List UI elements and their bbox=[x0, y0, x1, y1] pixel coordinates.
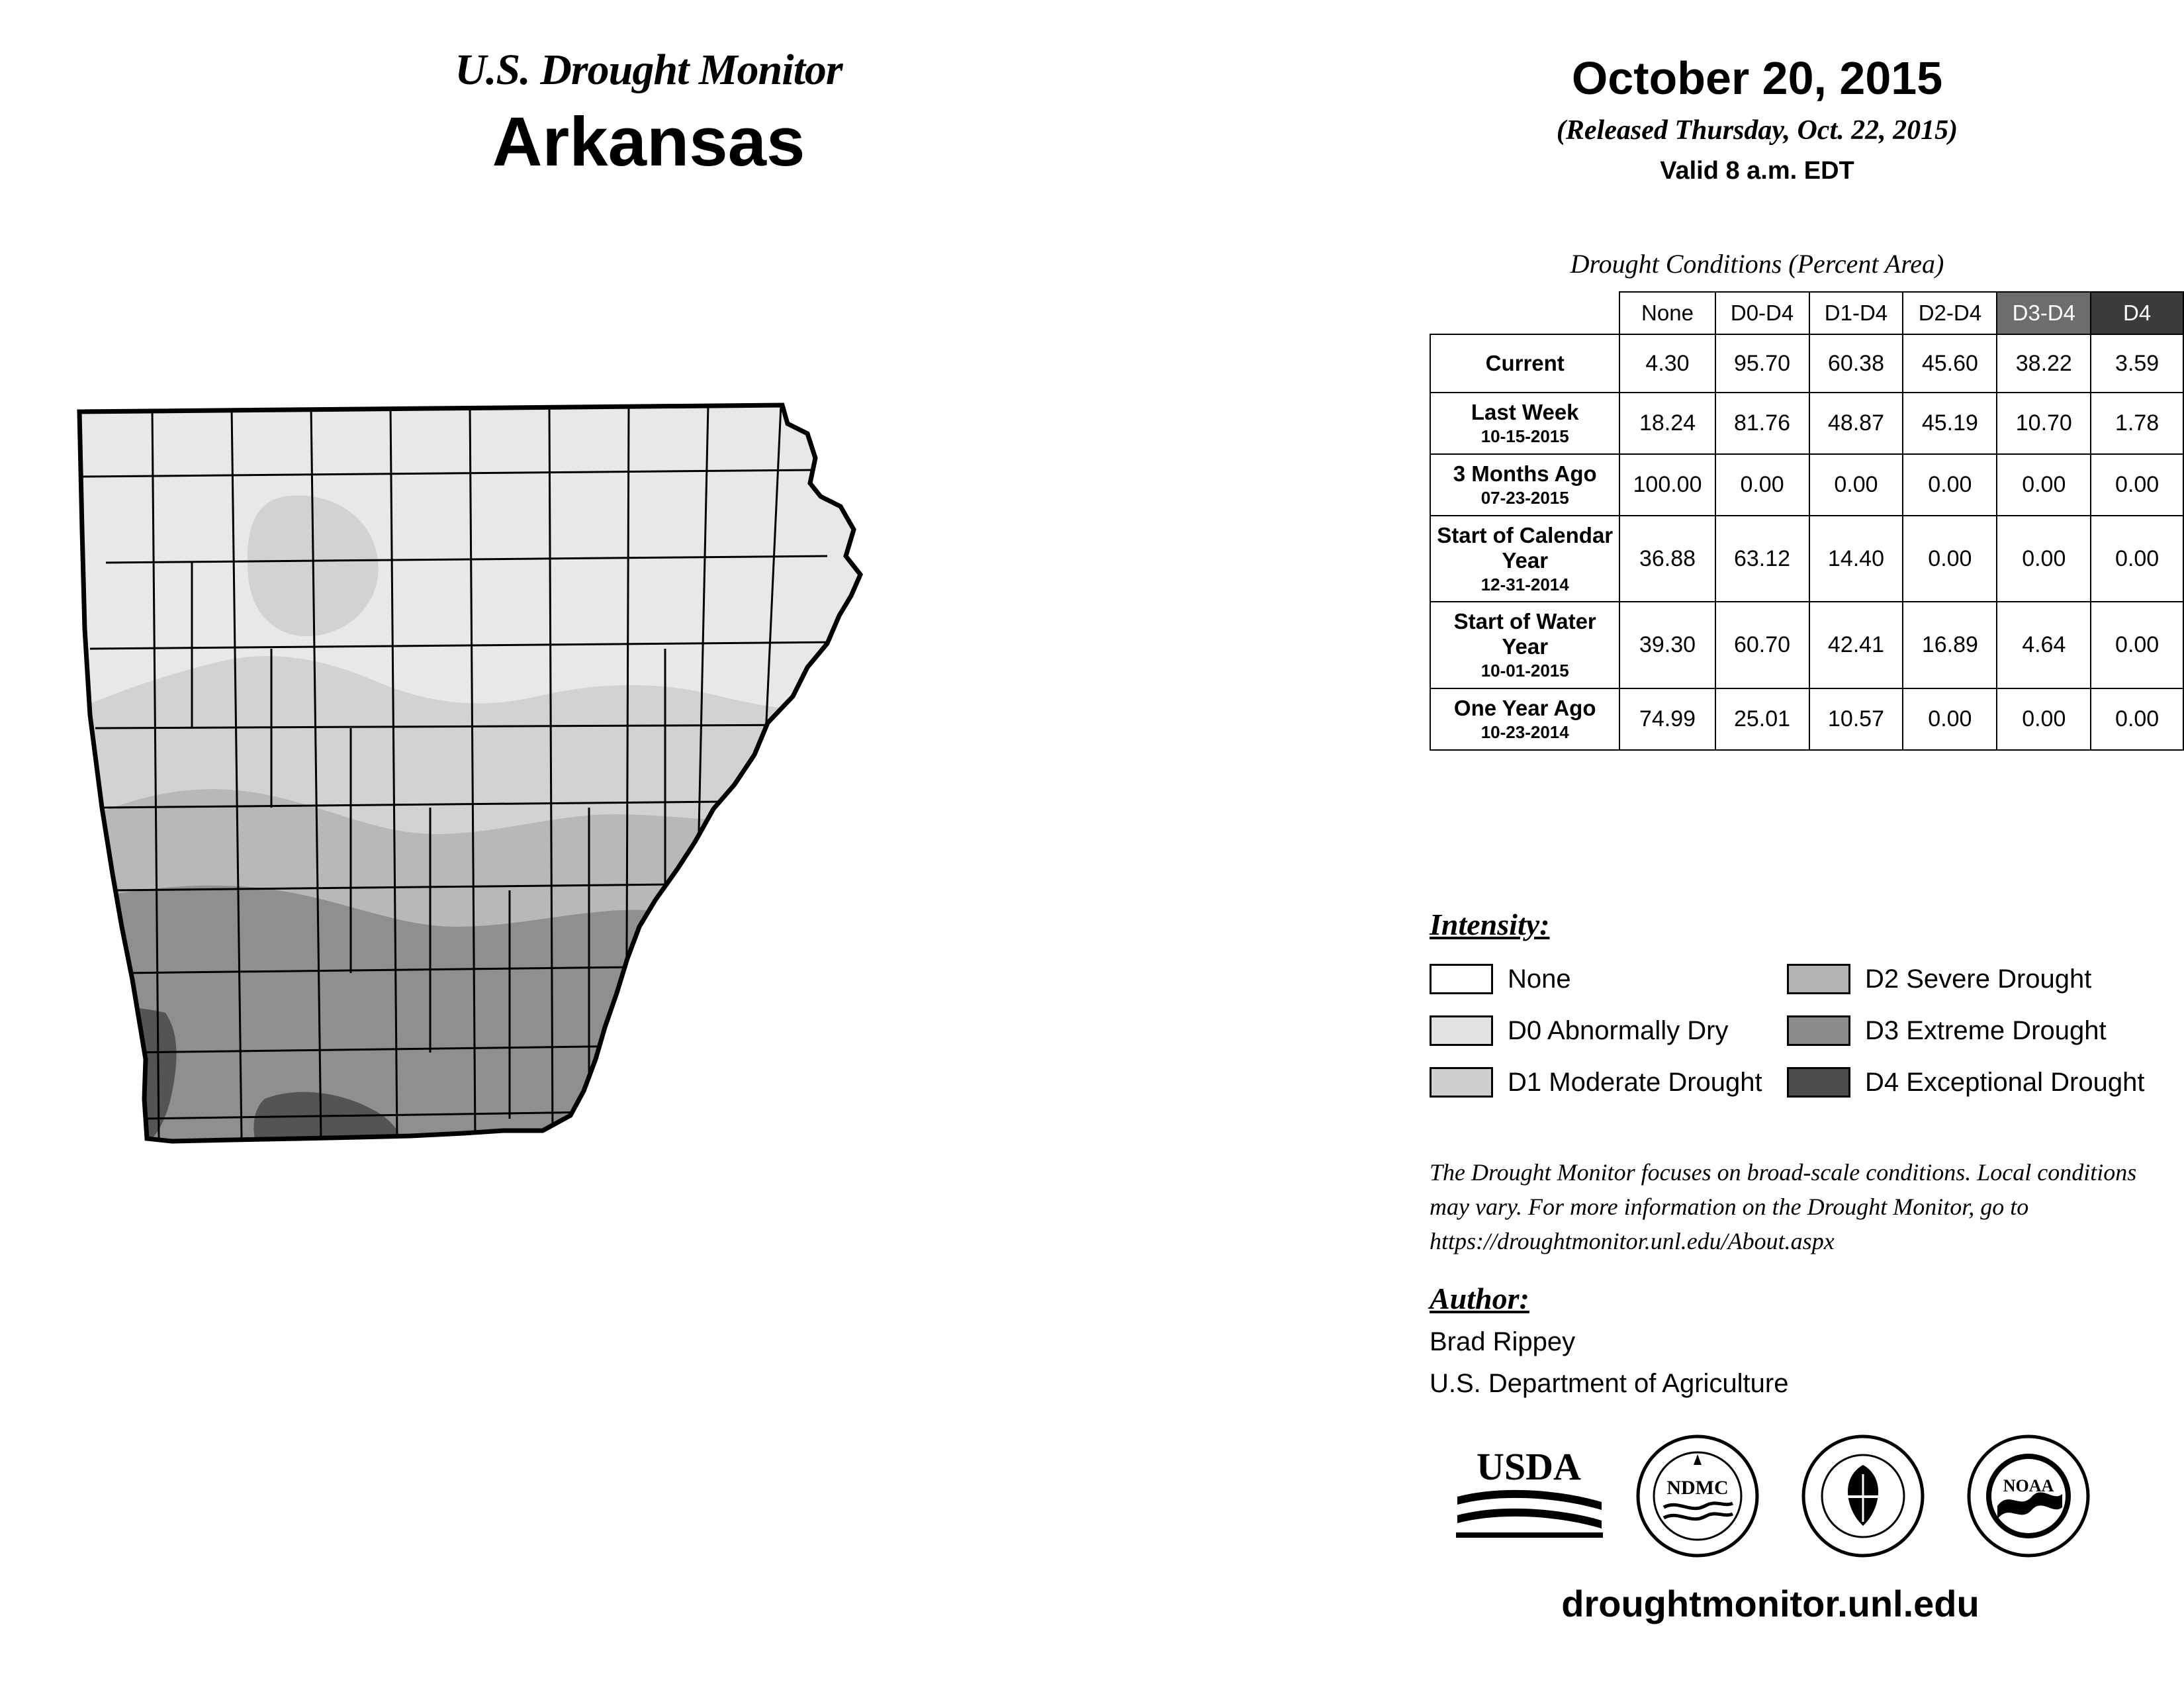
cell-current-d3d4: 38.22 bbox=[1997, 334, 2091, 393]
legend-item-d2 bbox=[1787, 953, 2144, 1005]
column-header-d0d4: D0-D4 bbox=[1715, 292, 1809, 334]
row-label-one-year-ago bbox=[1430, 688, 1619, 750]
legend-item-d1 bbox=[1430, 1056, 1787, 1108]
table-row bbox=[1430, 454, 2183, 516]
ndmc-logo bbox=[1635, 1433, 1760, 1562]
swatch-d4 bbox=[1787, 1067, 1850, 1098]
svg-text:NOAA: NOAA bbox=[2003, 1476, 2054, 1495]
cell-3months-d1d4: 0.00 bbox=[1809, 454, 1903, 516]
row-label-text: Last Week bbox=[1471, 400, 1579, 424]
drought-conditions-table bbox=[1430, 291, 2184, 751]
legend-label-d1: D1 Moderate Drought bbox=[1508, 1067, 1762, 1097]
info-panel bbox=[1363, 0, 2184, 1688]
cell-calyear-d4: 0.00 bbox=[2091, 516, 2183, 602]
arkansas-drought-map[interactable] bbox=[66, 397, 1310, 1523]
release-date: October 20, 2015 bbox=[1571, 52, 1943, 104]
author-heading: Author: bbox=[1430, 1282, 1529, 1315]
cell-3months-none: 100.00 bbox=[1619, 454, 1715, 516]
row-label-date: 10-23-2014 bbox=[1480, 722, 1569, 743]
date-block bbox=[1363, 53, 2151, 185]
cell-lastweek-d2d4: 45.19 bbox=[1903, 393, 1997, 454]
column-header-d2d4: D2-D4 bbox=[1903, 292, 1997, 334]
cell-wateryear-d3d4: 4.64 bbox=[1997, 602, 2091, 688]
table-row bbox=[1430, 516, 2183, 602]
row-label-text: One Year Ago bbox=[1453, 696, 1596, 721]
cell-lastweek-d0d4: 81.76 bbox=[1715, 393, 1809, 454]
cell-calyear-d0d4: 63.12 bbox=[1715, 516, 1809, 602]
row-label-last-week bbox=[1430, 393, 1619, 454]
cell-3months-d0d4: 0.00 bbox=[1715, 454, 1809, 516]
noaa-logo bbox=[1966, 1433, 2091, 1562]
cell-lastweek-d4: 1.78 bbox=[2091, 393, 2183, 454]
cell-current-d1d4: 60.38 bbox=[1809, 334, 1903, 393]
legend-column-left bbox=[1430, 953, 1787, 1108]
table-row bbox=[1430, 334, 2183, 393]
row-label-text: Start of Calendar Year bbox=[1437, 522, 1614, 573]
usda-logo bbox=[1443, 1433, 1615, 1556]
cell-wateryear-d2d4: 16.89 bbox=[1903, 602, 1997, 688]
title-block bbox=[251, 46, 1046, 182]
legend-label-none: None bbox=[1508, 964, 1571, 994]
cell-lastweek-none: 18.24 bbox=[1619, 393, 1715, 454]
column-header-none: None bbox=[1619, 292, 1715, 334]
cell-3months-d3d4: 0.00 bbox=[1997, 454, 2091, 516]
legend-item-d4 bbox=[1787, 1056, 2144, 1108]
legend-label-d2: D2 Severe Drought bbox=[1865, 964, 2092, 994]
cell-wateryear-d1d4: 42.41 bbox=[1809, 602, 1903, 688]
swatch-none bbox=[1430, 964, 1493, 994]
cell-calyear-d2d4: 0.00 bbox=[1903, 516, 1997, 602]
cell-wateryear-d0d4: 60.70 bbox=[1715, 602, 1809, 688]
page-title: U.S. Drought Monitor bbox=[455, 46, 842, 94]
swatch-d2 bbox=[1787, 964, 1850, 994]
legend-item-d3 bbox=[1787, 1005, 2144, 1056]
website-url[interactable]: droughtmonitor.unl.edu bbox=[1561, 1583, 1979, 1624]
row-label-date: 10-01-2015 bbox=[1480, 661, 1569, 681]
author-organization: U.S. Department of Agriculture bbox=[1430, 1369, 1789, 1398]
swatch-d0 bbox=[1430, 1015, 1493, 1046]
legend-item-d0 bbox=[1430, 1005, 1787, 1056]
doc-logo bbox=[1800, 1433, 1926, 1562]
column-header-d4: D4 bbox=[2091, 292, 2183, 334]
state-title: Arkansas bbox=[492, 103, 805, 181]
intensity-legend-title: Intensity: bbox=[1430, 908, 1550, 941]
swatch-d1 bbox=[1430, 1067, 1493, 1098]
cell-3months-d2d4: 0.00 bbox=[1903, 454, 1997, 516]
legend-item-none bbox=[1430, 953, 1787, 1005]
column-header-d3d4: D3-D4 bbox=[1997, 292, 2091, 334]
cell-wateryear-none: 39.30 bbox=[1619, 602, 1715, 688]
row-label-text: 3 Months Ago bbox=[1453, 461, 1597, 486]
row-label-text: Start of Water Year bbox=[1453, 609, 1596, 659]
cell-wateryear-d4: 0.00 bbox=[2091, 602, 2183, 688]
row-label-start-calendar-year bbox=[1430, 516, 1619, 602]
table-caption: Drought Conditions (Percent Area) bbox=[1570, 249, 1944, 279]
row-label-start-water-year bbox=[1430, 602, 1619, 688]
table-header-row bbox=[1430, 292, 2183, 334]
d3-region bbox=[79, 886, 721, 1149]
row-label-date: 12-31-2014 bbox=[1480, 574, 1569, 594]
cell-lastweek-d1d4: 48.87 bbox=[1809, 393, 1903, 454]
table-row bbox=[1430, 688, 2183, 750]
cell-lastweek-d3d4: 10.70 bbox=[1997, 393, 2091, 454]
row-label-date: 10-15-2015 bbox=[1480, 426, 1569, 446]
row-label-text: Current bbox=[1485, 351, 1565, 376]
valid-note: Valid 8 a.m. EDT bbox=[1660, 157, 1854, 185]
table-row bbox=[1430, 393, 2183, 454]
legend-label-d0: D0 Abnormally Dry bbox=[1508, 1015, 1729, 1045]
cell-current-d0d4: 95.70 bbox=[1715, 334, 1809, 393]
cell-current-none: 4.30 bbox=[1619, 334, 1715, 393]
cell-oneyear-d4: 0.00 bbox=[2091, 688, 2183, 750]
legend-label-d4: D4 Exceptional Drought bbox=[1865, 1067, 2145, 1097]
disclaimer-text: The Drought Monitor focuses on broad-scale conditions. Local conditions may vary. For more information on the Drought Monitor, go to https://droughtmonitor.unl.edu/About.aspx bbox=[1430, 1159, 2137, 1255]
cell-current-d2d4: 45.60 bbox=[1903, 334, 1997, 393]
table-corner-cell bbox=[1430, 292, 1619, 334]
row-label-3-months-ago bbox=[1430, 454, 1619, 516]
svg-text:NDMC: NDMC bbox=[1666, 1477, 1729, 1499]
cell-current-d4: 3.59 bbox=[2091, 334, 2183, 393]
cell-oneyear-none: 74.99 bbox=[1619, 688, 1715, 750]
table-row bbox=[1430, 602, 2183, 688]
released-note: (Released Thursday, Oct. 22, 2015) bbox=[1556, 115, 1958, 146]
cell-calyear-none: 36.88 bbox=[1619, 516, 1715, 602]
author-name: Brad Rippey bbox=[1430, 1327, 1576, 1356]
row-label-date: 07-23-2015 bbox=[1480, 487, 1569, 508]
legend-column-right bbox=[1787, 953, 2144, 1108]
cell-calyear-d1d4: 14.40 bbox=[1809, 516, 1903, 602]
cell-oneyear-d1d4: 10.57 bbox=[1809, 688, 1903, 750]
cell-oneyear-d0d4: 25.01 bbox=[1715, 688, 1809, 750]
column-header-d1d4: D1-D4 bbox=[1809, 292, 1903, 334]
cell-3months-d4: 0.00 bbox=[2091, 454, 2183, 516]
cell-oneyear-d2d4: 0.00 bbox=[1903, 688, 1997, 750]
svg-text:USDA: USDA bbox=[1477, 1445, 1581, 1488]
cell-oneyear-d3d4: 0.00 bbox=[1997, 688, 2091, 750]
logo-row bbox=[1403, 1433, 2171, 1559]
drought-intensity-layers bbox=[66, 397, 1310, 1523]
swatch-d3 bbox=[1787, 1015, 1850, 1046]
legend-label-d3: D3 Extreme Drought bbox=[1865, 1015, 2107, 1045]
row-label-current bbox=[1430, 334, 1619, 393]
cell-calyear-d3d4: 0.00 bbox=[1997, 516, 2091, 602]
